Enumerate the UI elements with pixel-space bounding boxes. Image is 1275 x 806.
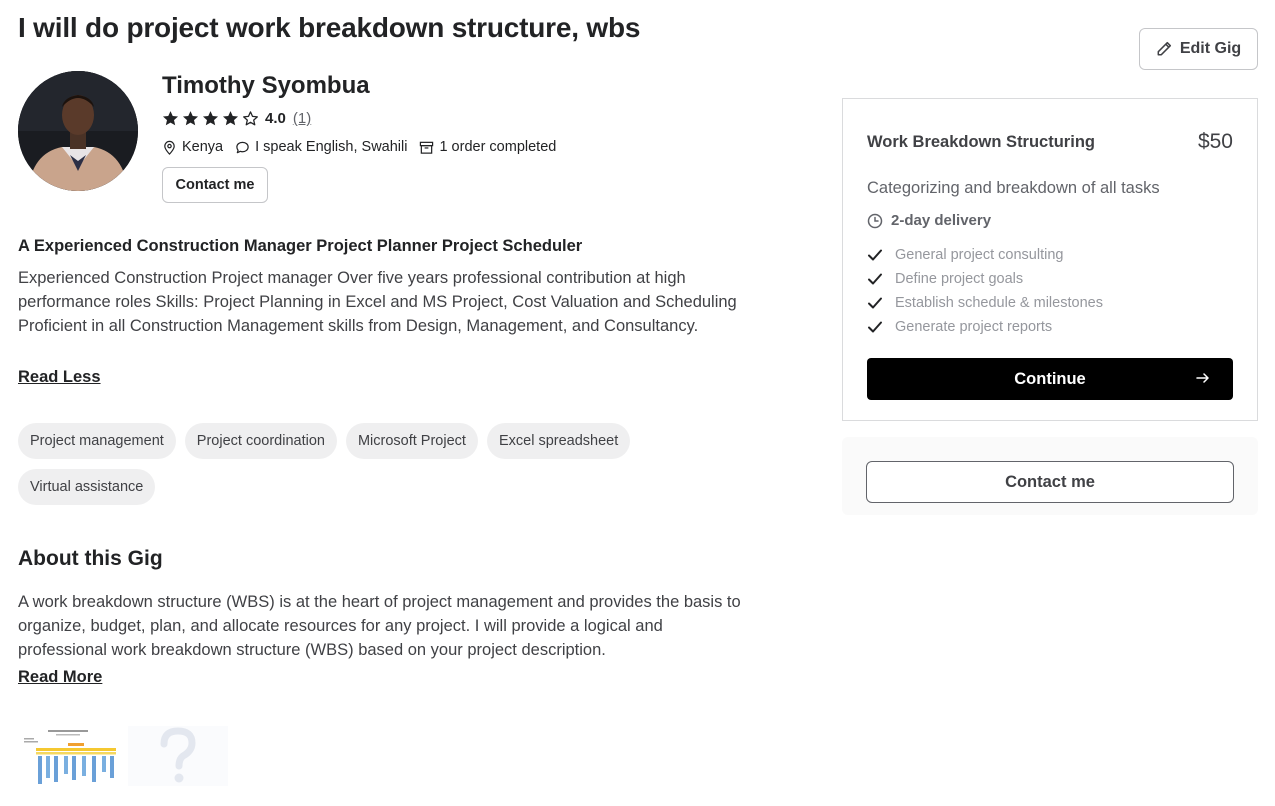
chat-bubble-icon	[235, 140, 250, 155]
checkmark-icon	[867, 271, 883, 287]
skill-tag[interactable]: Project management	[18, 423, 176, 459]
star-filled-icon	[202, 110, 219, 127]
package-features	[867, 243, 1103, 339]
feature-item	[867, 315, 1103, 339]
star-filled-icon	[182, 110, 199, 127]
seller-photo	[18, 71, 138, 191]
checkmark-icon	[867, 319, 883, 335]
gallery-thumbnail-placeholder[interactable]	[128, 726, 228, 786]
seller-meta	[162, 139, 568, 155]
feature-label: Generate project reports	[895, 319, 1053, 335]
seller-headline: A Experienced Construction Manager Project Planner Project Scheduler	[18, 237, 583, 255]
star-outline-icon	[242, 110, 259, 127]
contact-me-button[interactable]: Contact me	[162, 167, 268, 203]
continue-button[interactable]	[867, 358, 1233, 400]
seller-country: Kenya	[182, 139, 224, 155]
clock-icon	[867, 213, 883, 229]
feature-item	[867, 267, 1103, 291]
feature-item	[867, 291, 1103, 315]
checkmark-icon	[867, 247, 883, 263]
skill-tag[interactable]: Excel spreadsheet	[487, 423, 630, 459]
skill-tag[interactable]: Microsoft Project	[346, 423, 478, 459]
star-filled-icon	[222, 110, 239, 127]
contact-panel	[842, 437, 1258, 515]
seller-languages: I speak English, Swahili	[255, 139, 408, 155]
languages-item	[235, 139, 407, 155]
package-price: $50	[1197, 130, 1233, 153]
rating-value: 4.0	[265, 110, 286, 127]
skill-tag[interactable]: Virtual assistance	[18, 469, 155, 505]
delivery-time: 2-day delivery	[891, 212, 992, 229]
skill-tag[interactable]: Project coordination	[185, 423, 337, 459]
edit-gig-button[interactable]	[1139, 28, 1258, 70]
gig-title: I will do project work breakdown structure, wbs	[18, 12, 641, 43]
about-title: About this Gig	[18, 547, 163, 570]
feature-label: Define project goals	[895, 271, 1024, 287]
location-pin-icon	[162, 140, 177, 155]
gallery-thumbnails	[18, 726, 228, 786]
skill-tags	[18, 423, 678, 505]
package-name: Work Breakdown Structuring	[867, 133, 1095, 151]
read-more-link[interactable]: Read More	[18, 668, 103, 686]
location-item	[162, 139, 223, 155]
arrow-right-icon	[1195, 370, 1211, 386]
feature-label: Establish schedule & milestones	[895, 295, 1103, 311]
question-mark-icon	[128, 726, 228, 786]
package-card	[842, 98, 1258, 421]
orders-item	[419, 139, 556, 155]
wbs-chart-image	[18, 726, 118, 786]
pencil-icon	[1156, 41, 1172, 57]
orders-completed: 1 order completed	[439, 139, 557, 155]
feature-item	[867, 243, 1103, 267]
read-less-link[interactable]: Read Less	[18, 368, 101, 386]
seller-name[interactable]: Timothy Syombua	[162, 72, 370, 99]
package-delivery	[867, 212, 991, 229]
star-filled-icon	[162, 110, 179, 127]
seller-avatar[interactable]	[18, 71, 138, 191]
feature-label: General project consulting	[895, 247, 1064, 263]
box-icon	[419, 140, 434, 155]
checkmark-icon	[867, 295, 883, 311]
seller-bio: Experienced Construction Project manager Over five years professional contribution at high performance roles Skills: Project Planning in Excel and MS Project, Cost Valuation and Scheduling Proficient in all Construction Management skills from Design, Management, and Consultancy.	[18, 269, 737, 335]
edit-gig-label: Edit Gig	[1179, 40, 1242, 57]
about-text: A work breakdown structure (WBS) is at the heart of project management and provides the basis to organize, budget, plan, and allocate resources for any project. I will provide a logical and professional work breakdown structure (WBS) based on your project description.	[18, 593, 741, 659]
rating-row	[162, 110, 311, 127]
continue-label: Continue	[1014, 369, 1086, 388]
rating-count-link[interactable]: (1)	[292, 110, 312, 127]
contact-me-sidebar-button[interactable]: Contact me	[866, 461, 1234, 503]
package-description: Categorizing and breakdown of all tasks	[867, 179, 1160, 197]
gallery-thumbnail-wbs[interactable]	[18, 726, 118, 786]
